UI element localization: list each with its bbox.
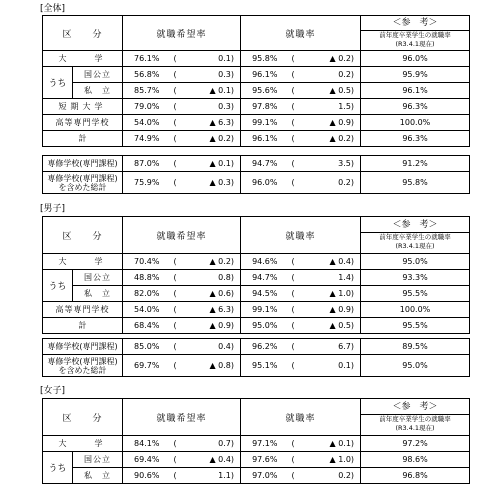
table-row: 大 学 70.4% ( ▲ 0.2) 94.6% ( ▲ 0.4) 95.0% (43, 254, 470, 270)
hope-rate-header: 就職希望率 (123, 399, 241, 436)
category-header: 区 分 (43, 16, 123, 51)
hope-rate-header: 就職希望率 (123, 217, 241, 254)
table-row: 私 立 85.7% ( ▲ 0.1) 95.6% ( ▲ 0.5) 96.1% (43, 83, 470, 99)
reference-header: ＜参 考＞ 前年度卒業学生の就職率 (R3.4.1現在) (361, 16, 470, 51)
table-row: 専修学校(専門課程) 87.0% ( ▲ 0.1) 94.7% ( 3.5) 91.2% (43, 156, 470, 172)
uchi-label: うち (43, 452, 73, 484)
table-male-special (42, 338, 470, 377)
table-male (42, 216, 470, 334)
table-row: 専修学校(専門課程) を含めた総計 69.7% ( ▲ 0.8) 95.1% ( 0.1) 95.0% (43, 355, 470, 377)
table-row: うち 国公立 56.8% ( 0.3) 96.1% ( 0.2) 95.9% (43, 67, 470, 83)
category-header: 区 分 (43, 217, 123, 254)
uchi-label: うち (43, 270, 73, 302)
section-label-all: [全体] (40, 4, 66, 14)
table-all-special (42, 155, 470, 194)
section-label-male: [男子] (40, 204, 66, 214)
table-row: うち 国公立 69.4% ( ▲ 0.4) 97.6% ( ▲ 1.0) 98.6% (43, 452, 470, 468)
table-row: 専修学校(専門課程) 85.0% ( 0.4) 96.2% ( 6.7) 89.5% (43, 339, 470, 355)
table-row: 高等専門学校 54.0% ( ▲ 6.3) 99.1% ( ▲ 0.9) 100.0% (43, 302, 470, 318)
table-row: 私 立 82.0% ( ▲ 0.6) 94.5% ( ▲ 1.0) 95.5% (43, 286, 470, 302)
emp-rate-header: 就職率 (241, 217, 361, 254)
category-header: 区 分 (43, 399, 123, 436)
reference-header: ＜参 考＞ 前年度卒業学生の就職率 (R3.4.1現在) (361, 217, 470, 254)
reference-header: ＜参 考＞ 前年度卒業学生の就職率 (R3.4.1現在) (361, 399, 470, 436)
table-row: 計 74.9% ( ▲ 0.2) 96.1% ( ▲ 0.2) 96.3% (43, 131, 470, 147)
section-label-female: [女子] (40, 386, 66, 396)
emp-rate-header: 就職率 (241, 399, 361, 436)
table-row: 計 68.4% ( ▲ 0.9) 95.0% ( ▲ 0.5) 95.5% (43, 318, 470, 334)
table-row: 専修学校(専門課程) を含めた総計 75.9% ( ▲ 0.3) 96.0% ( 0.2) 95.8% (43, 172, 470, 194)
table-row: 大 学 84.1% ( 0.7) 97.1% ( ▲ 0.1) 97.2% (43, 436, 470, 452)
table-row: 高等専門学校 54.0% ( ▲ 6.3) 99.1% ( ▲ 0.9) 100.0% (43, 115, 470, 131)
table-row: 大 学 76.1% ( 0.1) 95.8% ( ▲ 0.2) 96.0% (43, 51, 470, 67)
table-all (42, 15, 470, 147)
emp-rate-header: 就職率 (241, 16, 361, 51)
table-row: うち 国公立 48.8% ( 0.8) 94.7% ( 1.4) 93.3% (43, 270, 470, 286)
table-row: 私 立 90.6% ( 1.1) 97.0% ( 0.2) 96.8% (43, 468, 470, 484)
table-female (42, 398, 470, 484)
table-row: 短期大学 79.0% ( 0.3) 97.8% ( 1.5) 96.3% (43, 99, 470, 115)
hope-rate-header: 就職希望率 (123, 16, 241, 51)
uchi-label: うち (43, 67, 73, 99)
